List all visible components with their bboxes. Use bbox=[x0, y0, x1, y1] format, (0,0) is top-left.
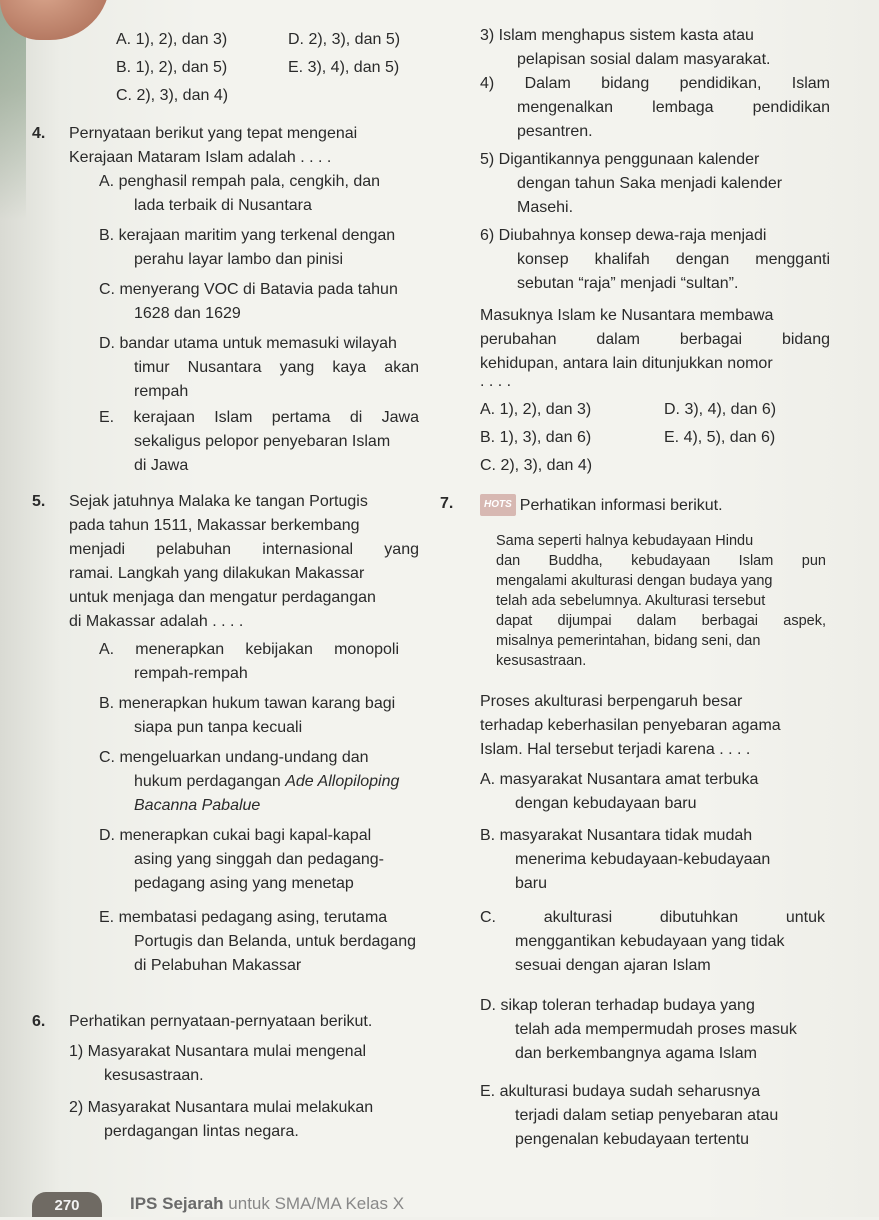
q6-statement-3-line2: pelapisan sosial dalam masyarakat. bbox=[517, 51, 771, 68]
q6-stem: Perhatikan pernyataan-pernyataan berikut. bbox=[69, 1013, 373, 1030]
q6-question-line3: kehidupan, antara lain ditunjukkan nomor bbox=[480, 355, 773, 372]
q5-stem-line5: untuk menjaga dan mengatur perdagangan bbox=[69, 589, 376, 606]
q5-option-c[interactable]: C. mengeluarkan undang-undang dan bbox=[99, 749, 369, 766]
q5-stem-line6: di Makassar adalah . . . . bbox=[69, 613, 244, 630]
q7-option-a-line2: dengan kebudayaan baru bbox=[515, 795, 697, 812]
q7-question-line1: Proses akulturasi berpengaruh besar bbox=[480, 693, 743, 710]
q7-option-d-line3: dan berkembangnya agama Islam bbox=[515, 1045, 757, 1062]
q6-question-line1: Masuknya Islam ke Nusantara membawa bbox=[480, 307, 774, 324]
footer-title bbox=[130, 1194, 404, 1214]
q5-option-e[interactable]: E. membatasi pedagang asing, terutama bbox=[99, 909, 388, 926]
q5-option-b[interactable]: B. menerapkan hukum tawan karang bagi bbox=[99, 695, 396, 712]
q4-option-c-line2: 1628 dan 1629 bbox=[134, 305, 241, 322]
page-number: 270 bbox=[32, 1192, 102, 1217]
q7-info-line1: Sama seperti halnya kebudayaan Hindu bbox=[496, 533, 754, 549]
q5-option-e-line2: Portugis dan Belanda, untuk berdagang bbox=[134, 933, 416, 950]
q5-stem-line1: Sejak jatuhnya Malaka ke tangan Portugis bbox=[69, 493, 368, 510]
q7-info-line7: kesusastraan. bbox=[496, 653, 587, 669]
page-footer bbox=[0, 1192, 879, 1217]
q6-statement-2-line2: perdagangan lintas negara. bbox=[104, 1123, 299, 1140]
q6-option-d[interactable]: D. 3), 4), dan 6) bbox=[664, 401, 777, 418]
q5-option-c-text: hukum perdagangan bbox=[134, 773, 286, 790]
q5-option-a[interactable]: A. menerapkan kebijakan monopoli bbox=[99, 641, 399, 658]
q7-option-b[interactable]: B. masyarakat Nusantara tidak mudah bbox=[480, 827, 753, 844]
q7-info-line5: dapat dijumpai dalam berbagai aspek, bbox=[496, 613, 826, 629]
q6-statement-6-line2: konsep khalifah dengan mengganti bbox=[517, 251, 830, 268]
q7-option-c-line3: sesuai dengan ajaran Islam bbox=[515, 957, 711, 974]
q5-option-d-line2: asing yang singgah dan pedagang- bbox=[134, 851, 384, 868]
q5-option-b-line2: siapa pun tanpa kecuali bbox=[134, 719, 303, 736]
q4-option-e[interactable]: E. kerajaan Islam pertama di Jawa bbox=[99, 409, 419, 426]
q6-option-a[interactable]: A. 1), 2), dan 3) bbox=[480, 401, 592, 418]
q6-question-line2: perubahan dalam berbagai bidang bbox=[480, 331, 830, 348]
q5-option-c-term1: Ade Allopiloping bbox=[285, 773, 400, 790]
q3-option-a[interactable]: A. 1), 2), dan 3) bbox=[116, 31, 228, 48]
q5-option-d-line3: pedagang asing yang menetap bbox=[134, 875, 354, 892]
q3-option-d[interactable]: D. 2), 3), dan 5) bbox=[288, 31, 401, 48]
q6-number: 6. bbox=[32, 1013, 46, 1030]
q7-option-e-line3: pengenalan kebudayaan tertentu bbox=[515, 1131, 749, 1148]
q6-option-c[interactable]: C. 2), 3), dan 4) bbox=[480, 457, 593, 474]
q7-option-d[interactable]: D. sikap toleran terhadap budaya yang bbox=[480, 997, 755, 1014]
q7-question-line3: Islam. Hal tersebut terjadi karena . . . . bbox=[480, 741, 751, 758]
q7-option-b-line2: menerima kebudayaan-kebudayaan bbox=[515, 851, 771, 868]
q5-option-a-line2: rempah-rempah bbox=[134, 665, 248, 682]
q7-option-a[interactable]: A. masyarakat Nusantara amat terbuka bbox=[480, 771, 759, 788]
q6-statement-2: 2) Masyarakat Nusantara mulai melakukan bbox=[69, 1099, 374, 1116]
q7-question-line2: terhadap keberhasilan penyebaran agama bbox=[480, 717, 781, 734]
q5-option-c-line2 bbox=[134, 772, 399, 792]
q6-statement-4-line2: mengenalkan lembaga pendidikan bbox=[517, 99, 830, 116]
q4-option-e-line2: sekaligus pelopor penyebaran Islam bbox=[134, 433, 391, 450]
q4-option-a-line2: lada terbaik di Nusantara bbox=[134, 197, 312, 214]
q4-number: 4. bbox=[32, 125, 46, 142]
q4-option-b[interactable]: B. kerajaan maritim yang terkenal dengan bbox=[99, 227, 396, 244]
q4-stem-line2: Kerajaan Mataram Islam adalah . . . . bbox=[69, 149, 332, 166]
q6-statement-3: 3) Islam menghapus sistem kasta atau bbox=[480, 27, 754, 44]
q4-option-b-line2: perahu layar lambo dan pinisi bbox=[134, 251, 344, 268]
q5-option-c-line3: Bacanna Pabalue bbox=[134, 797, 261, 814]
q5-option-e-line3: di Pelabuhan Makassar bbox=[134, 957, 302, 974]
footer-title-rest: untuk SMA/MA Kelas X bbox=[223, 1194, 405, 1213]
q5-stem-line3: menjadi pelabuhan internasional yang bbox=[69, 541, 419, 558]
q5-number: 5. bbox=[32, 493, 46, 510]
q3-option-b[interactable]: B. 1), 2), dan 5) bbox=[116, 59, 228, 76]
q6-statement-1-line2: kesusastraan. bbox=[104, 1067, 204, 1084]
q4-option-a[interactable]: A. penghasil rempah pala, cengkih, dan bbox=[99, 173, 381, 190]
q4-option-d[interactable]: D. bandar utama untuk memasuki wilayah bbox=[99, 335, 397, 352]
q7-number: 7. bbox=[440, 495, 454, 512]
q6-statement-1: 1) Masyarakat Nusantara mulai mengenal bbox=[69, 1043, 367, 1060]
q7-option-c-line2: menggantikan kebudayaan yang tidak bbox=[515, 933, 785, 950]
q6-option-b[interactable]: B. 1), 3), dan 6) bbox=[480, 429, 592, 446]
q6-question-line4: . . . . bbox=[480, 373, 512, 390]
q7-option-b-line3: baru bbox=[515, 875, 548, 892]
q6-statement-5: 5) Digantikannya penggunaan kalender bbox=[480, 151, 760, 168]
q7-info-line6: misalnya pemerintahan, bidang seni, dan bbox=[496, 633, 761, 649]
q3-option-c[interactable]: C. 2), 3), dan 4) bbox=[116, 87, 229, 104]
q4-option-d-line3: rempah bbox=[134, 383, 189, 400]
q5-stem-line2: pada tahun 1511, Makassar berkembang bbox=[69, 517, 360, 534]
q5-option-d[interactable]: D. menerapkan cukai bagi kapal-kapal bbox=[99, 827, 372, 844]
q4-option-e-line3: di Jawa bbox=[134, 457, 189, 474]
q6-option-e[interactable]: E. 4), 5), dan 6) bbox=[664, 429, 776, 446]
q7-option-d-line2: telah ada mempermudah proses masuk bbox=[515, 1021, 797, 1038]
footer-title-subject: IPS Sejarah bbox=[130, 1194, 224, 1213]
q6-statement-6: 6) Diubahnya konsep dewa-raja menjadi bbox=[480, 227, 767, 244]
q7-stem-line bbox=[480, 494, 723, 516]
q7-stem: Perhatikan informasi berikut. bbox=[519, 497, 723, 514]
q7-option-e[interactable]: E. akulturasi budaya sudah seharusnya bbox=[480, 1083, 761, 1100]
q6-statement-4-line3: pesantren. bbox=[517, 123, 593, 140]
q7-info-line2: dan Buddha, kebudayaan Islam pun bbox=[496, 553, 826, 569]
q5-stem-line4: ramai. Langkah yang dilakukan Makassar bbox=[69, 565, 365, 582]
page-edge-shadow bbox=[0, 0, 26, 1217]
q3-option-e[interactable]: E. 3), 4), dan 5) bbox=[288, 59, 400, 76]
q4-stem-line1: Pernyataan berikut yang tepat mengenai bbox=[69, 125, 358, 142]
q7-option-e-line2: terjadi dalam setiap penyebaran atau bbox=[515, 1107, 779, 1124]
q7-info-line4: telah ada sebelumnya. Akulturasi tersebut bbox=[496, 593, 766, 609]
q6-statement-6-line3: sebutan “raja” menjadi “sultan”. bbox=[517, 275, 739, 292]
q7-option-c[interactable]: C. akulturasi dibutuhkan untuk bbox=[480, 909, 825, 926]
q7-info-line3: mengalami akulturasi dengan budaya yang bbox=[496, 573, 773, 589]
q6-statement-5-line3: Masehi. bbox=[517, 199, 574, 216]
q4-option-c[interactable]: C. menyerang VOC di Batavia pada tahun bbox=[99, 281, 398, 298]
hots-badge: HOTS bbox=[480, 494, 516, 516]
q4-option-d-line2: timur Nusantara yang kaya akan bbox=[134, 359, 419, 376]
q6-statement-4: 4) Dalam bidang pendidikan, Islam bbox=[480, 75, 830, 92]
q6-statement-5-line2: dengan tahun Saka menjadi kalender bbox=[517, 175, 783, 192]
